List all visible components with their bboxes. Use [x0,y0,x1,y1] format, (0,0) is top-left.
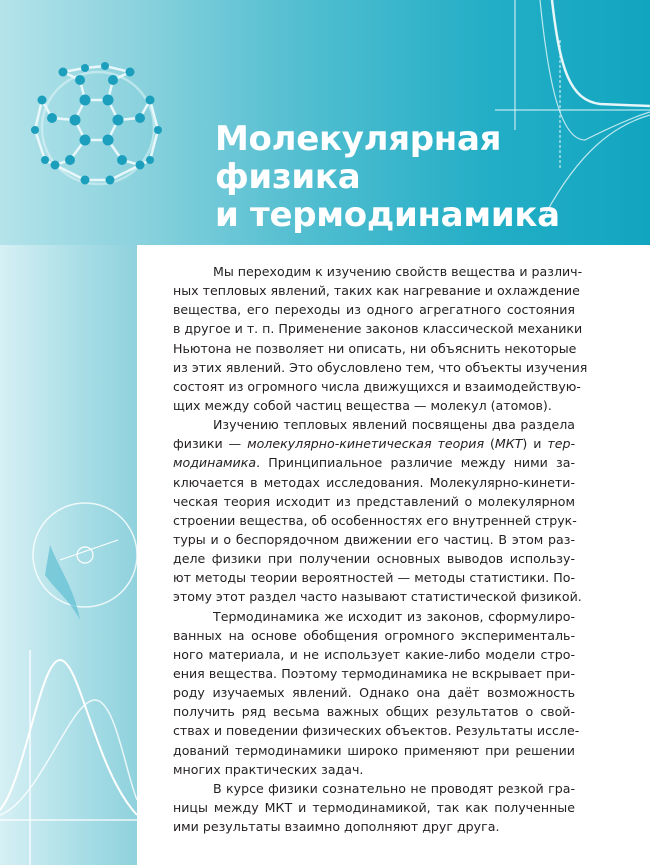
text-segment: получить ряд весьма важных общих результатов о свой- [173,704,575,720]
text-segment: ения вещества. Поэтому термодинамика не вскрывает при- [173,665,575,681]
text-line [173,664,575,683]
text-line [173,434,575,453]
text-segment: ствах и поведении физических объектов. Результаты иссле- [173,723,580,739]
chapter-title-line: и термодинамика [215,195,560,235]
text-segment: из этих явлений. Это обусловлено тем, что объекты изучения [173,359,588,375]
text-segment: роду изучаемых явлений. Однако она даёт возможность [173,685,575,701]
italic-term: модинамика [173,455,257,471]
text-line [173,339,575,358]
text-line [173,473,575,492]
text-segment: в другое и т. п. Применение законов классической механики [173,321,583,337]
text-segment: Мы переходим к изучению свойств вещества и различ- [213,264,583,279]
text-line [173,626,575,645]
paragraph [173,415,582,606]
text-line [173,702,575,721]
text-segment: щих между собой частиц вещества — молекул (атомов). [173,397,552,413]
text-line [173,607,575,626]
text-line [173,415,575,434]
text-line [173,741,575,760]
text-line [173,798,575,817]
text-segment: физики — [173,436,248,452]
text-segment: этому этот раздел часто называют статистической физикой. [173,589,582,605]
text-segment: состоят из огромного числа движущихся и взаимодействую- [173,378,581,394]
text-segment: ключается в методах исследования. Молекулярно-кинети- [173,474,575,490]
chapter-title-line: Молекулярная [215,119,502,159]
text-line [173,492,575,511]
text-segment: Ньютона не позволяет ни описать, ни объяснить некоторые [173,340,577,356]
text-line [173,396,575,415]
text-line [173,281,580,300]
paragraph [173,779,575,836]
text-line [173,358,588,377]
text-segment: многих практических задач. [173,761,364,777]
text-line [173,760,575,779]
paragraph [173,607,580,779]
italic-term: молекулярно-кинетическая теория [247,436,485,452]
text-segment: строении вещества, об особенностях его внутренней струк- [173,512,577,528]
text-segment: ного материала, и не использует какие-либо модели стро- [173,646,575,662]
text-line [173,530,575,549]
text-line [173,300,575,319]
text-line [173,817,575,836]
paragraph [173,262,588,415]
text-line [173,377,581,396]
text-segment: Изучению тепловых явлений посвящены два раздела [213,417,575,433]
text-segment: туры и о беспорядочном движении его частиц. В этом раз- [173,531,575,547]
text-segment: вещества, его переходы из одного агрегатного состояния [173,302,575,318]
text-segment: ( [484,436,495,452]
text-segment: ницы между МКТ и термодинамикой, так как полученные [173,799,575,815]
text-segment: ими результаты взаимно дополняют друг друга. [173,819,500,835]
text-line [173,587,582,606]
text-line [173,779,575,798]
text-segment: . Принципиальное различие между ними за- [256,455,575,471]
text-line [173,453,575,472]
text-line [173,549,575,568]
text-segment: ют методы теории вероятностей — методы статистики. По- [173,570,575,586]
text-line [173,683,575,702]
distribution-graph-icon [0,503,137,865]
text-segment: ) и [522,436,548,452]
text-line [173,568,575,587]
chapter-intro-text [173,262,588,836]
italic-term: тер- [547,436,575,452]
italic-term: МКТ [494,436,523,452]
text-segment: ванных на основе обобщения огромного эксперименталь- [173,627,575,643]
text-segment: ных тепловых явлений, таких как нагревание и охлаждение [173,283,580,299]
text-line [173,319,583,338]
text-line [173,511,575,530]
text-segment: В курсе физики сознательно не проводят резкой гра- [213,780,575,796]
chapter-title-line: физика [215,157,361,197]
fullerene-atoms [31,62,162,185]
text-segment: дований термодинамики широко применяют при решении [173,742,575,758]
chapter-title [215,120,560,234]
text-segment: деле физики при получении основных выводов использу- [173,551,575,567]
text-segment: Термодинамика же исходит из законов, сформулиро- [213,608,575,624]
text-segment: ческая теория исходит из представлений о молекулярном [173,493,575,509]
text-line [173,721,580,740]
text-line [173,645,575,664]
text-line [173,262,583,281]
